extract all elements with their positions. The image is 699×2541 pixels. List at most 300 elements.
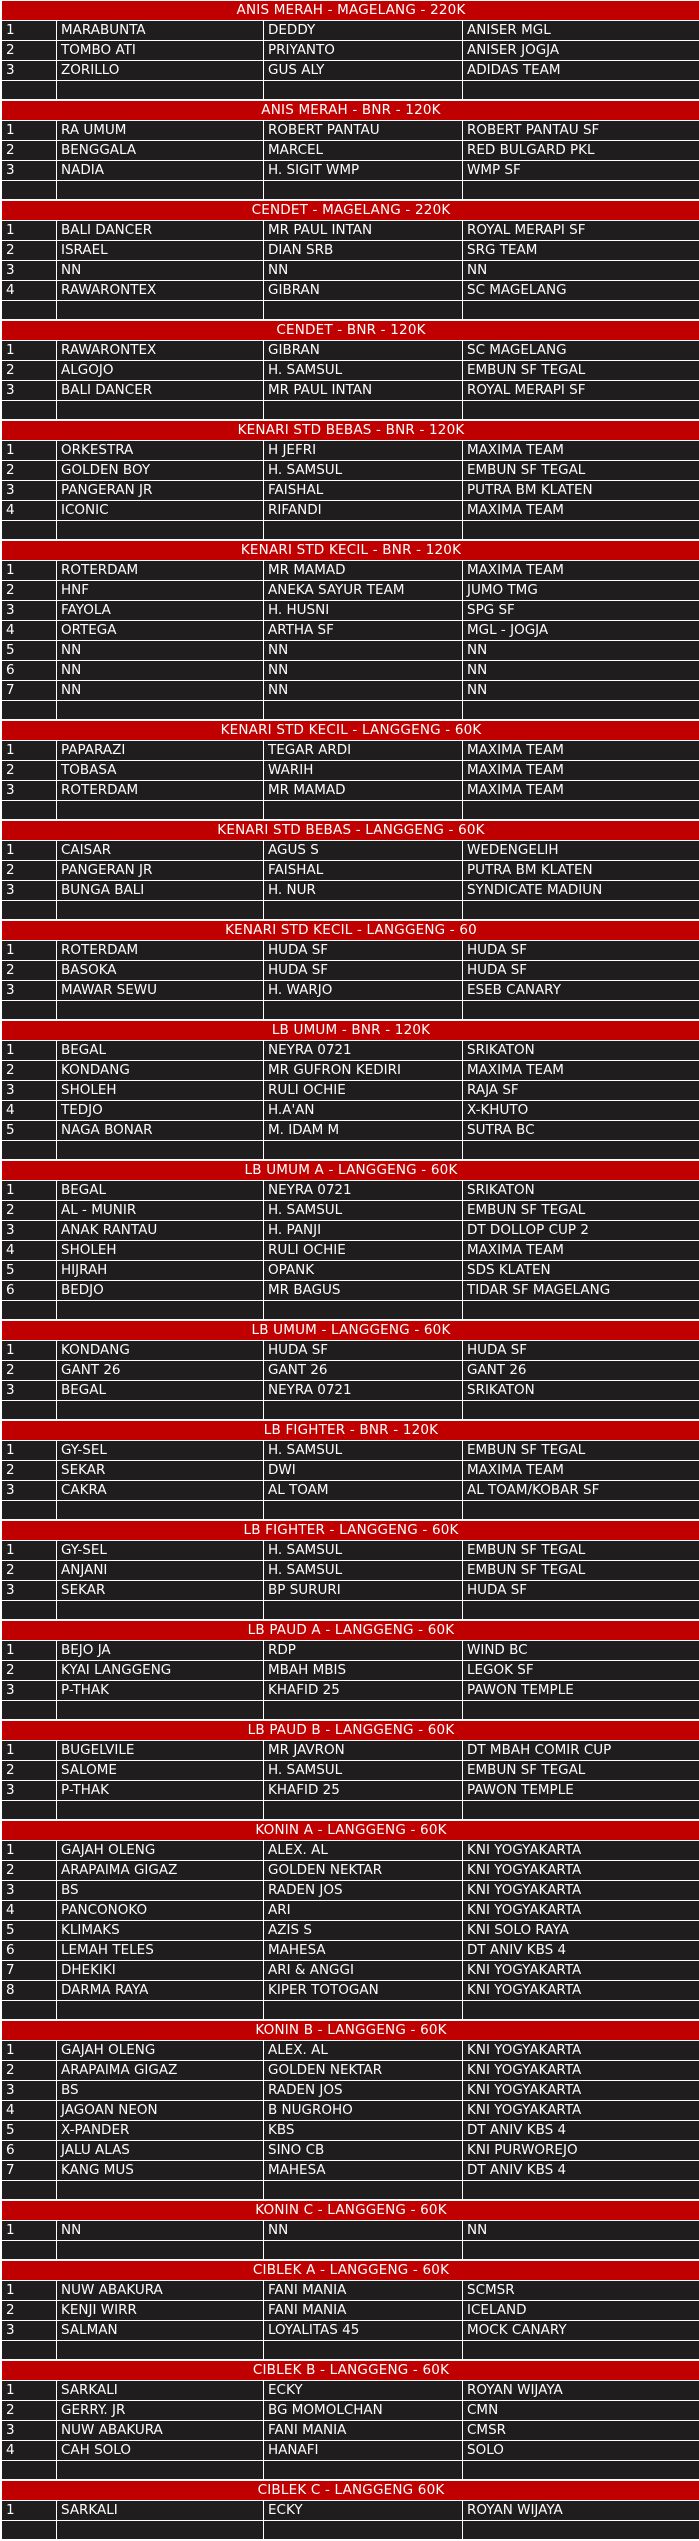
owner-cell: AZIS S (264, 1921, 463, 1941)
owner-cell: DEDDY (264, 21, 463, 41)
spacer-cell (2, 1801, 57, 1820)
table-row (2, 1461, 699, 1481)
spacer-row (2, 81, 699, 100)
rank-cell: 3 (2, 1381, 57, 1401)
table-row (2, 761, 699, 781)
team-cell: GANT 26 (463, 1361, 699, 1381)
rank-cell: 4 (2, 501, 57, 521)
owner-cell: H. HUSNI (264, 601, 463, 621)
rank-cell: 1 (2, 221, 57, 241)
bird-name-cell: ALGOJO (57, 361, 264, 381)
rank-cell: 3 (2, 1221, 57, 1241)
spacer-row (2, 2341, 699, 2360)
owner-cell: H. SAMSUL (264, 1201, 463, 1221)
owner-cell: BP SURURI (264, 1581, 463, 1601)
spacer-row (2, 1401, 699, 1420)
team-cell: SDS KLATEN (463, 1261, 699, 1281)
spacer-row (2, 1801, 699, 1820)
spacer-row (2, 1141, 699, 1160)
bird-name-cell: SALMAN (57, 2321, 264, 2341)
team-cell: KNI YOGYAKARTA (463, 1901, 699, 1921)
team-cell: MAXIMA TEAM (463, 561, 699, 581)
table-row (2, 2421, 699, 2441)
table-row (2, 841, 699, 861)
owner-cell: H. SAMSUL (264, 1561, 463, 1581)
team-cell: NN (463, 641, 699, 661)
owner-cell: GOLDEN NEKTAR (264, 2061, 463, 2081)
spacer-cell (2, 1141, 57, 1160)
table-row (2, 741, 699, 761)
bird-name-cell: KONDANG (57, 1061, 264, 1081)
table-row (2, 2161, 699, 2181)
bird-name-cell: PANGERAN JR (57, 861, 264, 881)
rank-cell: 3 (2, 381, 57, 401)
table-row (2, 361, 699, 381)
spacer-cell (264, 701, 463, 720)
section-title: LB FIGHTER - BNR - 120K (2, 1421, 699, 1441)
table-row (2, 1441, 699, 1461)
results-section (1, 540, 699, 720)
table-row (2, 1881, 699, 1901)
team-cell: KNI YOGYAKARTA (463, 2061, 699, 2081)
bird-name-cell: GANT 26 (57, 1361, 264, 1381)
rank-cell: 2 (2, 241, 57, 261)
table-row (2, 1981, 699, 2001)
team-cell: PAWON TEMPLE (463, 1681, 699, 1701)
rank-cell: 5 (2, 1261, 57, 1281)
spacer-cell (2, 701, 57, 720)
team-cell: JUMO TMG (463, 581, 699, 601)
team-cell: WMP SF (463, 161, 699, 181)
table-row (2, 581, 699, 601)
bird-name-cell: GY-SEL (57, 1541, 264, 1561)
spacer-cell (463, 2461, 699, 2480)
rank-cell: 3 (2, 2321, 57, 2341)
table-row (2, 1221, 699, 1241)
spacer-cell (57, 1701, 264, 1720)
table-row (2, 781, 699, 801)
results-section (1, 1420, 699, 1520)
table-row (2, 1341, 699, 1361)
table-row (2, 501, 699, 521)
team-cell: DT ANIV KBS 4 (463, 2161, 699, 2181)
owner-cell: ALEX. AL (264, 1841, 463, 1861)
rank-cell: 3 (2, 1781, 57, 1801)
rank-cell: 3 (2, 61, 57, 81)
team-cell: PUTRA BM KLATEN (463, 861, 699, 881)
table-row (2, 1101, 699, 1121)
section-title: LB FIGHTER - LANGGENG - 60K (2, 1521, 699, 1541)
bird-name-cell: X-PANDER (57, 2121, 264, 2141)
table-row (2, 2401, 699, 2421)
spacer-cell (463, 1601, 699, 1620)
table-row (2, 1841, 699, 1861)
bird-name-cell: DHEKIKI (57, 1961, 264, 1981)
rank-cell: 2 (2, 2061, 57, 2081)
team-cell: KNI YOGYAKARTA (463, 1961, 699, 1981)
owner-cell: KHAFID 25 (264, 1781, 463, 1801)
bird-name-cell: ORKESTRA (57, 441, 264, 461)
spacer-row (2, 301, 699, 320)
bird-name-cell: ARAPAIMA GIGAZ (57, 1861, 264, 1881)
results-section (1, 1820, 699, 2020)
section-title: CIBLEK B - LANGGENG - 60K (2, 2361, 699, 2381)
spacer-cell (2, 2241, 57, 2260)
owner-cell: WARIH (264, 761, 463, 781)
owner-cell: H. SAMSUL (264, 1441, 463, 1461)
owner-cell: MARCEL (264, 141, 463, 161)
bird-name-cell: BUGELVILE (57, 1741, 264, 1761)
rank-cell: 1 (2, 2501, 57, 2521)
bird-name-cell: NUW ABAKURA (57, 2421, 264, 2441)
table-row (2, 2221, 699, 2241)
owner-cell: H. SAMSUL (264, 1541, 463, 1561)
owner-cell: ARTHA SF (264, 621, 463, 641)
table-row (2, 1761, 699, 1781)
owner-cell: FAISHAL (264, 481, 463, 501)
rank-cell: 6 (2, 2141, 57, 2161)
table-row (2, 241, 699, 261)
owner-cell: RDP (264, 1641, 463, 1661)
bird-name-cell: PANCONOKO (57, 1901, 264, 1921)
owner-cell: ANEKA SAYUR TEAM (264, 581, 463, 601)
bird-name-cell: NADIA (57, 161, 264, 181)
table-row (2, 641, 699, 661)
owner-cell: PRIYANTO (264, 41, 463, 61)
team-cell: HUDA SF (463, 1581, 699, 1601)
spacer-cell (264, 1601, 463, 1620)
rank-cell: 4 (2, 621, 57, 641)
table-row (2, 61, 699, 81)
spacer-cell (463, 2341, 699, 2360)
rank-cell: 1 (2, 741, 57, 761)
rank-cell: 5 (2, 2121, 57, 2141)
spacer-cell (463, 1141, 699, 1160)
team-cell: SCMSR (463, 2281, 699, 2301)
owner-cell: RIFANDI (264, 501, 463, 521)
team-cell: SRIKATON (463, 1041, 699, 1061)
table-row (2, 2121, 699, 2141)
owner-cell: MBAH MBIS (264, 1661, 463, 1681)
section-title: LB UMUM A - LANGGENG - 60K (2, 1161, 699, 1181)
spacer-cell (57, 701, 264, 720)
bird-name-cell: ISRAEL (57, 241, 264, 261)
team-cell: DT ANIV KBS 4 (463, 1941, 699, 1961)
rank-cell: 1 (2, 1541, 57, 1561)
spacer-cell (463, 301, 699, 320)
bird-name-cell: SEKAR (57, 1581, 264, 1601)
team-cell: MAXIMA TEAM (463, 741, 699, 761)
spacer-cell (2, 1301, 57, 1320)
rank-cell: 3 (2, 1481, 57, 1501)
spacer-row (2, 801, 699, 820)
bird-name-cell: LEMAH TELES (57, 1941, 264, 1961)
owner-cell: NN (264, 661, 463, 681)
spacer-cell (264, 521, 463, 540)
table-row (2, 861, 699, 881)
table-row (2, 2281, 699, 2301)
team-cell: NN (463, 261, 699, 281)
spacer-cell (463, 1001, 699, 1020)
spacer-cell (2, 81, 57, 100)
table-row (2, 661, 699, 681)
rank-cell: 2 (2, 1201, 57, 1221)
table-row (2, 221, 699, 241)
rank-cell: 3 (2, 1881, 57, 1901)
team-cell: SUTRA BC (463, 1121, 699, 1141)
owner-cell: H.A'AN (264, 1101, 463, 1121)
owner-cell: BG MOMOLCHAN (264, 2401, 463, 2421)
spacer-cell (463, 801, 699, 820)
bird-name-cell: ANJANI (57, 1561, 264, 1581)
results-section (1, 1720, 699, 1820)
spacer-cell (264, 2461, 463, 2480)
owner-cell: KHAFID 25 (264, 1681, 463, 1701)
bird-name-cell: NN (57, 661, 264, 681)
table-row (2, 121, 699, 141)
bird-name-cell: RA UMUM (57, 121, 264, 141)
table-row (2, 1081, 699, 1101)
owner-cell: ARI & ANGGI (264, 1961, 463, 1981)
team-cell: KNI YOGYAKARTA (463, 1881, 699, 1901)
results-section (1, 920, 699, 1020)
spacer-cell (57, 2341, 264, 2360)
rank-cell: 1 (2, 1441, 57, 1461)
rank-cell: 1 (2, 1181, 57, 1201)
table-row (2, 461, 699, 481)
spacer-row (2, 2241, 699, 2260)
spacer-cell (57, 2241, 264, 2260)
owner-cell: MR PAUL INTAN (264, 381, 463, 401)
spacer-cell (57, 81, 264, 100)
bird-name-cell: GAJAH OLENG (57, 2041, 264, 2061)
spacer-cell (57, 1001, 264, 1020)
team-cell: SRIKATON (463, 1381, 699, 1401)
bird-name-cell: PAPARAZI (57, 741, 264, 761)
table-row (2, 1361, 699, 1381)
table-row (2, 1661, 699, 1681)
owner-cell: GANT 26 (264, 1361, 463, 1381)
rank-cell: 2 (2, 41, 57, 61)
section-title: LB PAUD B - LANGGENG - 60K (2, 1721, 699, 1741)
spacer-row (2, 521, 699, 540)
results-section (1, 1320, 699, 1420)
bird-name-cell: GERRY. JR (57, 2401, 264, 2421)
rank-cell: 2 (2, 1861, 57, 1881)
team-cell: KNI SOLO RAYA (463, 1921, 699, 1941)
table-row (2, 941, 699, 961)
team-cell: ROYAN WIJAYA (463, 2381, 699, 2401)
spacer-cell (57, 1501, 264, 1520)
section-title: ANIS MERAH - MAGELANG - 220K (2, 1, 699, 21)
owner-cell: KBS (264, 2121, 463, 2141)
table-row (2, 1561, 699, 1581)
results-section (1, 320, 699, 420)
owner-cell: TEGAR ARDI (264, 741, 463, 761)
bird-name-cell: BS (57, 1881, 264, 1901)
owner-cell: NN (264, 641, 463, 661)
spacer-cell (264, 801, 463, 820)
rank-cell: 5 (2, 1921, 57, 1941)
table-row (2, 2381, 699, 2401)
bird-name-cell: TOBASA (57, 761, 264, 781)
rank-cell: 2 (2, 361, 57, 381)
rank-cell: 4 (2, 2101, 57, 2121)
bird-name-cell: AL - MUNIR (57, 1201, 264, 1221)
table-row (2, 621, 699, 641)
team-cell: NN (463, 2221, 699, 2241)
bird-name-cell: NN (57, 261, 264, 281)
spacer-cell (264, 1001, 463, 1020)
rank-cell: 3 (2, 1681, 57, 1701)
team-cell: WIND BC (463, 1641, 699, 1661)
spacer-cell (463, 81, 699, 100)
results-section (1, 2260, 699, 2360)
rank-cell: 3 (2, 1081, 57, 1101)
team-cell: ROBERT PANTAU SF (463, 121, 699, 141)
section-title: KENARI STD BEBAS - BNR - 120K (2, 421, 699, 441)
bird-name-cell: SALOME (57, 1761, 264, 1781)
spacer-cell (264, 2001, 463, 2020)
bird-name-cell: NAGA BONAR (57, 1121, 264, 1141)
spacer-cell (463, 1501, 699, 1520)
spacer-cell (2, 1501, 57, 1520)
rank-cell: 1 (2, 121, 57, 141)
team-cell: MAXIMA TEAM (463, 1241, 699, 1261)
team-cell: ESEB CANARY (463, 981, 699, 1001)
spacer-cell (57, 2461, 264, 2480)
rank-cell: 2 (2, 2301, 57, 2321)
results-section (1, 1160, 699, 1320)
rank-cell: 7 (2, 2161, 57, 2181)
rank-cell: 2 (2, 461, 57, 481)
owner-cell: MR GUFRON KEDIRI (264, 1061, 463, 1081)
bird-name-cell: SARKALI (57, 2501, 264, 2521)
owner-cell: LOYALITAS 45 (264, 2321, 463, 2341)
team-cell: RAJA SF (463, 1081, 699, 1101)
owner-cell: AL TOAM (264, 1481, 463, 1501)
owner-cell: H. NUR (264, 881, 463, 901)
bird-name-cell: JALU ALAS (57, 2141, 264, 2161)
spacer-row (2, 1701, 699, 1720)
rank-cell: 2 (2, 961, 57, 981)
rank-cell: 1 (2, 1741, 57, 1761)
bird-name-cell: NN (57, 2221, 264, 2241)
spacer-cell (463, 521, 699, 540)
team-cell: ROYAN WIJAYA (463, 2501, 699, 2521)
team-cell: ADIDAS TEAM (463, 61, 699, 81)
spacer-cell (2, 401, 57, 420)
spacer-cell (57, 801, 264, 820)
table-row (2, 2441, 699, 2461)
section-title: KENARI STD BEBAS - LANGGENG - 60K (2, 821, 699, 841)
spacer-cell (463, 1701, 699, 1720)
team-cell: KNI YOGYAKARTA (463, 1981, 699, 2001)
table-row (2, 2321, 699, 2341)
team-cell: EMBUN SF TEGAL (463, 1561, 699, 1581)
owner-cell: HUDA SF (264, 1341, 463, 1361)
table-row (2, 2301, 699, 2321)
owner-cell: DWI (264, 1461, 463, 1481)
team-cell: NN (463, 681, 699, 701)
bird-name-cell: DARMA RAYA (57, 1981, 264, 2001)
team-cell: LEGOK SF (463, 1661, 699, 1681)
rank-cell: 1 (2, 561, 57, 581)
bird-name-cell: BALI DANCER (57, 381, 264, 401)
spacer-row (2, 401, 699, 420)
spacer-row (2, 2181, 699, 2200)
rank-cell: 6 (2, 1281, 57, 1301)
spacer-cell (57, 521, 264, 540)
spacer-cell (264, 1401, 463, 1420)
rank-cell: 2 (2, 1561, 57, 1581)
bird-name-cell: PANGERAN JR (57, 481, 264, 501)
rank-cell: 1 (2, 1341, 57, 1361)
owner-cell: NN (264, 261, 463, 281)
rank-cell: 3 (2, 881, 57, 901)
spacer-row (2, 1501, 699, 1520)
section-title: LB PAUD A - LANGGENG - 60K (2, 1621, 699, 1641)
team-cell: HUDA SF (463, 941, 699, 961)
results-section (1, 720, 699, 820)
spacer-cell (463, 2241, 699, 2260)
spacer-cell (57, 2001, 264, 2020)
rank-cell: 3 (2, 601, 57, 621)
rank-cell: 1 (2, 441, 57, 461)
team-cell: EMBUN SF TEGAL (463, 1201, 699, 1221)
spacer-row (2, 181, 699, 200)
spacer-cell (57, 901, 264, 920)
bird-name-cell: CAH SOLO (57, 2441, 264, 2461)
rank-cell: 2 (2, 1461, 57, 1481)
team-cell: EMBUN SF TEGAL (463, 1441, 699, 1461)
rank-cell: 7 (2, 681, 57, 701)
spacer-cell (2, 521, 57, 540)
section-title: KONIN C - LANGGENG - 60K (2, 2201, 699, 2221)
owner-cell: OPANK (264, 1261, 463, 1281)
bird-name-cell: MAWAR SEWU (57, 981, 264, 1001)
results-section (1, 1620, 699, 1720)
results-section (1, 200, 699, 320)
rank-cell: 2 (2, 1761, 57, 1781)
owner-cell: GUS ALY (264, 61, 463, 81)
section-title: CENDET - BNR - 120K (2, 321, 699, 341)
table-row (2, 1281, 699, 1301)
owner-cell: ECKY (264, 2501, 463, 2521)
rank-cell: 4 (2, 281, 57, 301)
spacer-cell (57, 1801, 264, 1820)
team-cell: RED BULGARD PKL (463, 141, 699, 161)
owner-cell: ECKY (264, 2381, 463, 2401)
bird-name-cell: SARKALI (57, 2381, 264, 2401)
rank-cell: 7 (2, 1961, 57, 1981)
owner-cell: FANI MANIA (264, 2281, 463, 2301)
table-row (2, 341, 699, 361)
team-cell: KNI PURWOREJO (463, 2141, 699, 2161)
owner-cell: H. SAMSUL (264, 461, 463, 481)
section-title: KENARI STD KECIL - LANGGENG - 60K (2, 721, 699, 741)
table-row (2, 1121, 699, 1141)
table-row (2, 481, 699, 501)
owner-cell: H. WARJO (264, 981, 463, 1001)
owner-cell: NEYRA 0721 (264, 1181, 463, 1201)
spacer-cell (57, 301, 264, 320)
table-row (2, 141, 699, 161)
table-row (2, 1901, 699, 1921)
results-section (1, 1020, 699, 1160)
team-cell: EMBUN SF TEGAL (463, 1761, 699, 1781)
spacer-row (2, 2001, 699, 2020)
